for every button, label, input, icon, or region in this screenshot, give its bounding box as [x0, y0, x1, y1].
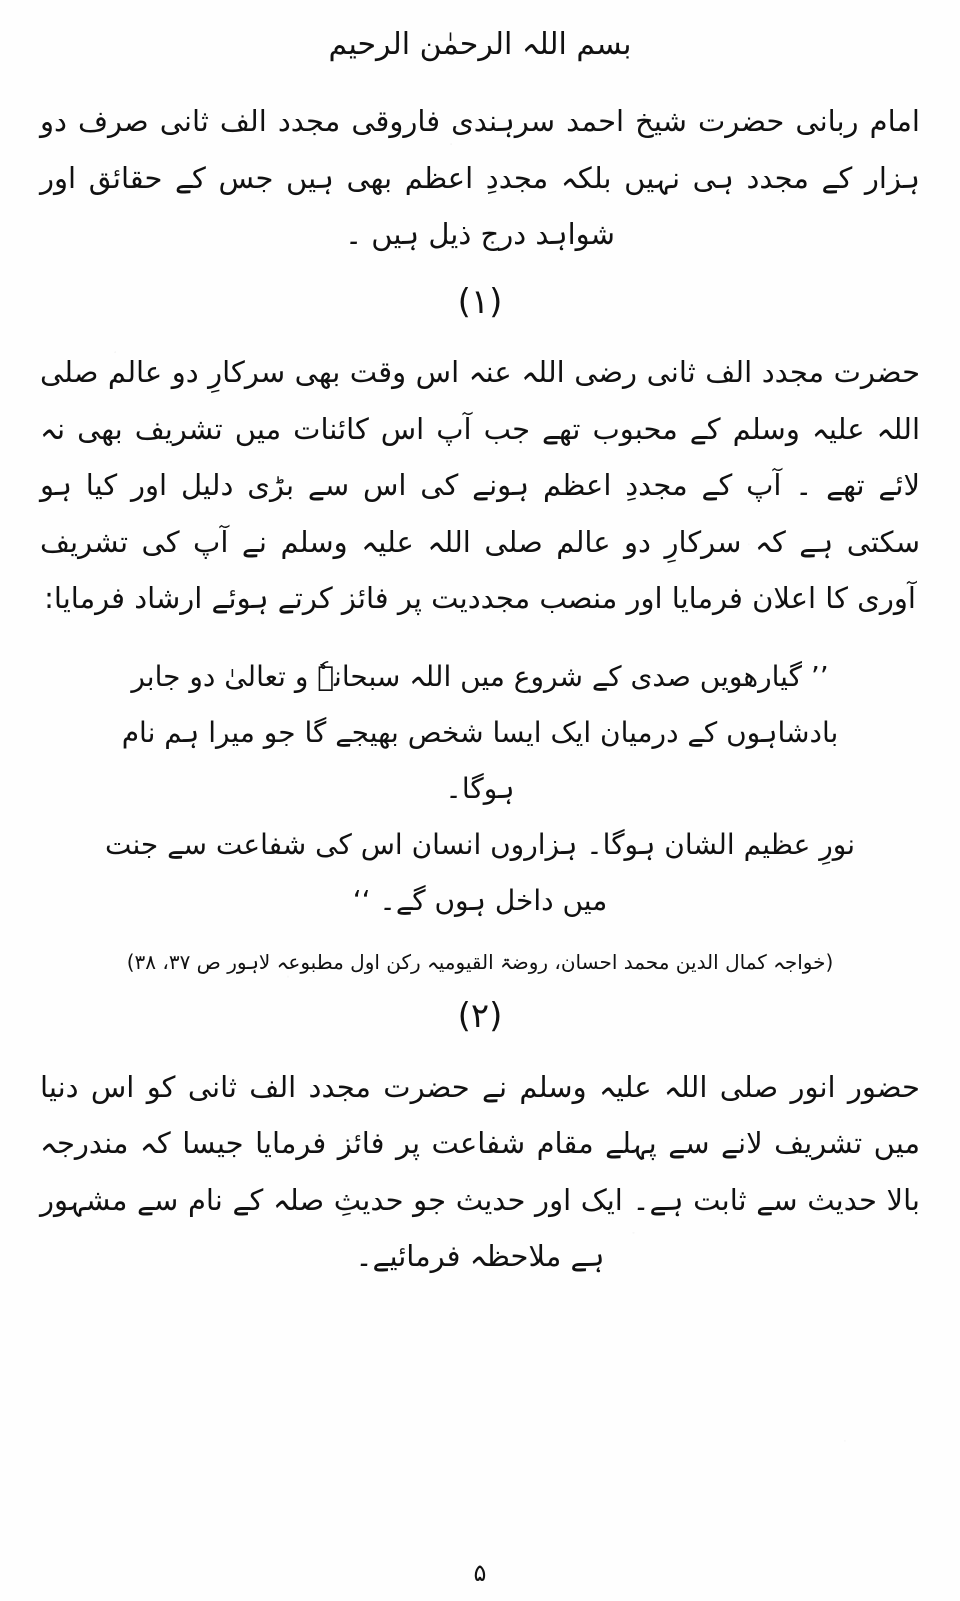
section-2-body: حضور انور صلی اللہ علیہ وسلم نے حضرت مجدد الف ثانی کو اس دنیا میں تشریف لانے سے پہلے مقام شفاعت پر فائز فرمایا جیسا کہ مندرجہ بالا حدیث سے ثابت ہے۔ ایک اور حدیث جو حدیثِ صلہ کے نام سے مشہور ہے ملاحظہ فرمائیے۔ [40, 1069, 920, 1274]
section-number-2: (۲) [457, 995, 503, 1036]
section-1-reference: (خواجہ کمال الدین محمد احسان، روضۃ القیومیہ رکن اول مطبوعہ لاہور ص ۳۷، ۳۸) [126, 949, 834, 974]
quote-line: بادشاہوں کے درمیان ایک ایسا شخص بھیجے گا جو میرا ہم نام ہوگا۔ [121, 715, 839, 805]
section-number-1: (۱) [457, 281, 503, 322]
quote-line: میں داخل ہوں گے۔ ‘‘ [352, 883, 608, 917]
section-1-quote [100, 649, 860, 929]
section-1-body: حضرت مجدد الف ثانی رضی اللہ عنہ اس وقت بھی سرکارِ دو عالم صلی اللہ علیہ وسلم کے محبوب تھے جب آپ اس کائنات میں تشریف بھی نہ لائے تھے ۔ آپ کے مجددِ اعظم ہونے کی اس سے بڑی دلیل اور کیا ہو سکتی ہے کہ سرکارِ دو عالم صلی اللہ علیہ وسلم نے آپ کی تشریف آوری کا اعلان فرمایا اور منصب مجددیت پر فائز کرتے ہوئے ارشاد فرمایا: [40, 355, 920, 616]
quote-line: نورِ عظیم الشان ہوگا۔ ہزاروں انسان اس کی شفاعت سے جنت [104, 827, 856, 861]
quote-line: ’’ گیارھویں صدی کے شروع میں اللہ سبحانہٗ و تعالیٰ دو جابر [131, 659, 829, 693]
page-number: ۵ [473, 1559, 487, 1587]
basmala-heading: بسم اللہ الرحمٰن الرحیم [328, 27, 632, 62]
intro-paragraph: امام ربانی حضرت شیخ احمد سرہندی فاروقی مجدد الف ثانی صرف دو ہزار کے مجدد ہی نہیں بلکہ مجددِ اعظم بھی ہیں جس کے حقائق اور شواہد درج ذیل ہیں ۔ [40, 104, 920, 252]
